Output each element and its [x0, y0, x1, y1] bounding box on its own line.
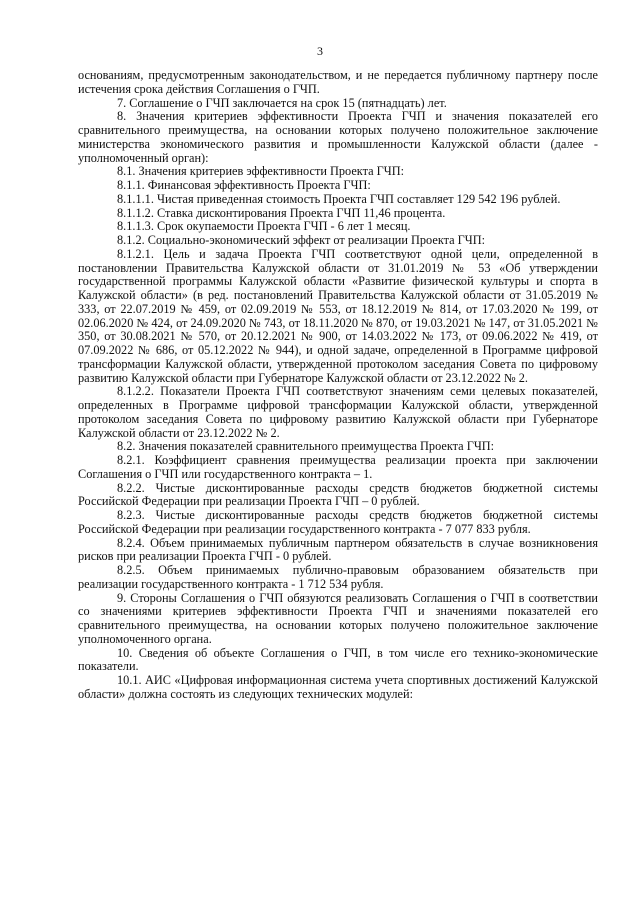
page-number: 3 — [317, 44, 323, 58]
paragraph-8-1-2-1: 8.1.2.1. Цель и задача Проекта ГЧП соответствуют одной цели, определенной в постановлении Правительства Калужской области от 31.01.2019 № 53 «Об утверждении государственной программы Калужской области «Развитие физической культуры и спорта в Калужской области» (в ред. постановлений Правительства Калужской области от 31.05.2019 № 333, от 22.07.2019 № 459, от 02.09.2019 № 553, от 18.12.2019 № 814, от 17.03.2020 № 199, от 02.06.2020 № 424, от 24.09.2020 № 743, от 18.11.2020 № 870, от 19.03.2021 № 147, от 31.05.2021 № 350, от 30.08.2021 № 570, от 20.12.2021 № 900, от 14.03.2022 № 173, от 09.06.2022 № 419, от 07.09.2022 № 686, от 05.12.2022 № 944), и одной задаче, определенной в Программе цифровой трансформации Калужской области, утвержденной протоколом заседания Совета по цифровому развитию Калужской области при Губернаторе Калужской области от 23.12.2022 № 2. — [78, 246, 598, 385]
paragraph-8-1-1-1: 8.1.1.1. Чистая приведенная стоимость Проекта ГЧП составляет 129 542 196 рублей. — [117, 191, 561, 206]
paragraph-8-1-1-2: 8.1.1.2. Ставка дисконтирования Проекта ГЧП 11,46 процента. — [117, 205, 446, 220]
paragraph-8-1-2: 8.1.2. Социально-экономический эффект от реализации Проекта ГЧП: — [117, 233, 486, 247]
paragraph-8-2-1: 8.2.1. Коэффициент сравнения преимущества реализации проекта при заключении Соглашения о ГЧП или государственного контракта – 1. — [78, 453, 598, 481]
paragraph-8-2: 8.2. Значения показателей сравнительного преимущества Проекта ГЧП: — [117, 439, 495, 454]
paragraph-8-2-4: 8.2.4. Объем принимаемых публичным партнером обязательств в случае возникновения рисков при реализации Проекта ГЧП - 0 рублей. — [78, 535, 598, 564]
document-body — [78, 69, 598, 702]
paragraph-9: 9. Стороны Соглашения о ГЧП обязуются реализовать Соглашения о ГЧП в соответствии со значениями критериев эффективности Проекта ГЧП и значениями показателей его сравнительного преимущества, на основании которых получено положительное заключение уполномоченного органа. — [78, 590, 598, 646]
paragraph-8-criteria: 8. Значения критериев эффективности Проекта ГЧП и значения показателей его сравнительного преимущества, на основании которых получено положительное заключение министерства экономического развития и промышленности Калужской области (далее - уполномоченный орган): — [78, 109, 598, 165]
paragraph-8-2-3: 8.2.3. Чистые дисконтированные расходы средств бюджетов бюджетной системы Российской Федерации при реализации государственного контракта - 7 077 833 рубля. — [78, 508, 598, 536]
paragraph-10-1: 10.1. АИС «Цифровая информационная система учета спортивных достижений Калужской области» должна состоять из следующих технических модулей: — [78, 673, 598, 701]
paragraph-8-1: 8.1. Значения критериев эффективности Проекта ГЧП: — [117, 164, 405, 179]
paragraph-8-1-1: 8.1.1. Финансовая эффективность Проекта ГЧП: — [117, 178, 371, 192]
paragraph-8-2-5: 8.2.5. Объем принимаемых публично-правовым образованием обязательств при реализации государственного контракта - 1 712 534 рубля. — [78, 563, 598, 591]
paragraph-10: 10. Сведения об объекте Соглашения о ГЧП, в том числе его технико-экономические показатели. — [78, 645, 598, 674]
paragraph-7-term: 7. Соглашение о ГЧП заключается на срок 15 (пятнадцать) лет. — [117, 95, 447, 110]
paragraph-8-1-2-2: 8.1.2.2. Показатели Проекта ГЧП соответствуют значениям семи целевых показателей, определенных в Программе цифровой трансформации Калужской области, утвержденной протоколом заседания Совета по цифровому развитию Калужской области при Губернаторе Калужской области от 23.12.2022 № 2. — [78, 384, 598, 440]
paragraph-8-1-1-3: 8.1.1.3. Срок окупаемости Проекта ГЧП - 6 лет 1 месяц. — [117, 219, 411, 234]
paragraph-continuation: основаниям, предусмотренным законодательством, и не передается публичному партнеру после истечения срока действия Соглашения о ГЧП. — [78, 68, 598, 96]
paragraph-8-2-2: 8.2.2. Чистые дисконтированные расходы средств бюджетов бюджетной системы Российской Федерации при реализации Проекта ГЧП – 0 рублей. — [78, 480, 598, 509]
